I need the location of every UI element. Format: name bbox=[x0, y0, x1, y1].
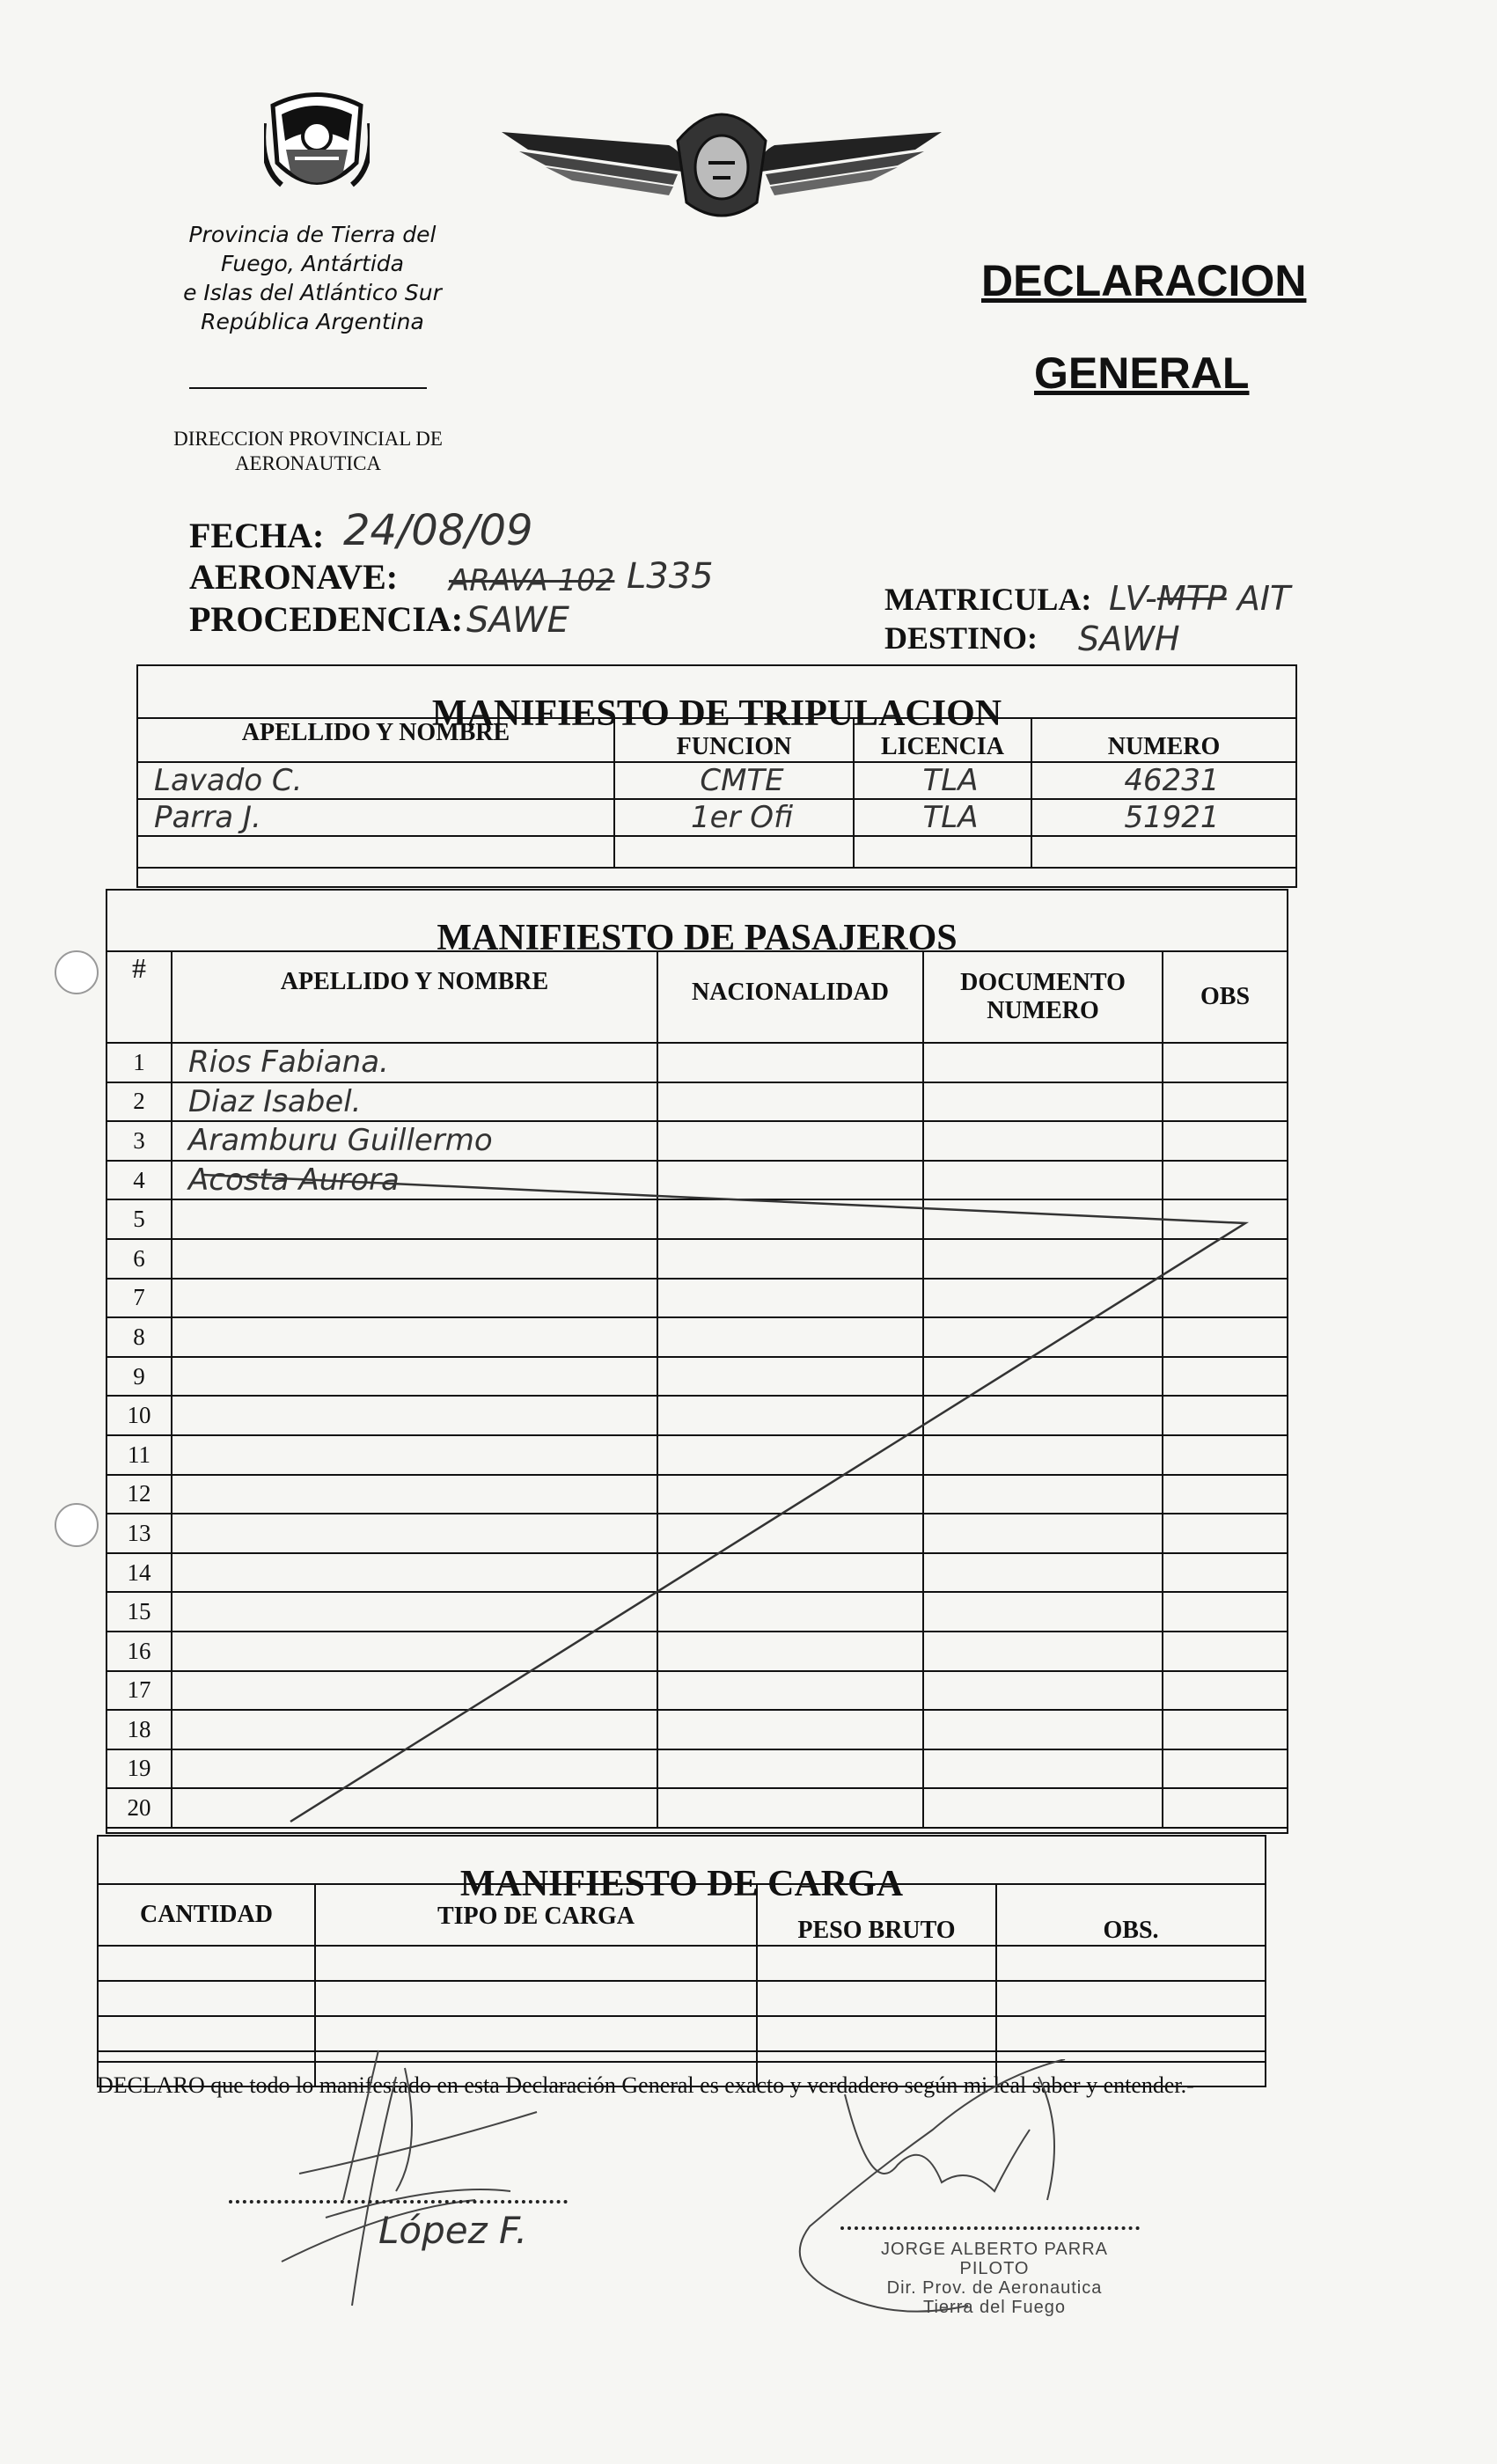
province-line: Provincia de Tierra del bbox=[188, 222, 437, 247]
crew-header-funcion: FUNCION bbox=[614, 718, 854, 762]
matricula-struck: MTP bbox=[1156, 579, 1227, 618]
pax-name: Aramburu Guillermo bbox=[172, 1121, 657, 1161]
pax-number: 2 bbox=[106, 1082, 172, 1122]
pax-name: Rios Fabiana. bbox=[172, 1043, 657, 1082]
pax-header-num: # bbox=[106, 951, 172, 1043]
matricula-label: MATRICULA: bbox=[884, 582, 1092, 617]
signature-line-left bbox=[229, 2200, 568, 2204]
pax-number: 8 bbox=[106, 1317, 172, 1357]
crew-name: Parra J. bbox=[137, 799, 614, 836]
crew-funcion: CMTE bbox=[614, 762, 854, 799]
crew-title: MANIFIESTO DE TRIPULACION bbox=[431, 693, 1002, 734]
pax-number: 19 bbox=[106, 1749, 172, 1789]
pax-name: Diaz Isabel. bbox=[172, 1082, 657, 1122]
pax-number: 4 bbox=[106, 1161, 172, 1200]
destino-value: SAWH bbox=[1078, 620, 1180, 658]
pax-number: 9 bbox=[106, 1357, 172, 1397]
table-row bbox=[98, 1946, 1266, 1981]
cargo-header-obs: OBS. bbox=[996, 1884, 1266, 1946]
cargo-header-peso: PESO BRUTO bbox=[757, 1884, 996, 1946]
pax-name: Acosta Aurora bbox=[172, 1161, 657, 1200]
stamp-line: PILOTO bbox=[959, 2259, 1030, 2278]
cargo-header-cantidad: CANTIDAD bbox=[98, 1884, 315, 1946]
matricula-prefix: LV- bbox=[1109, 579, 1157, 618]
aeronave-value: L335 bbox=[627, 556, 714, 597]
binder-hole bbox=[55, 1503, 99, 1547]
pax-number: 10 bbox=[106, 1396, 172, 1435]
stamp-line: Tierra del Fuego bbox=[923, 2298, 1066, 2317]
direction-line: DIRECCION PROVINCIAL DE bbox=[173, 428, 443, 450]
province-line: República Argentina bbox=[201, 309, 424, 334]
declaration-text: DECLARO que todo lo manifestado en esta Declaración General es exacto y verdadero según mi leal saber y entender.- bbox=[97, 2072, 1194, 2098]
pax-header-name: APELLIDO Y NOMBRE bbox=[172, 951, 657, 1043]
destino-label: DESTINO: bbox=[884, 620, 1038, 656]
direction-line: AERONAUTICA bbox=[234, 452, 382, 474]
pax-header-nacionalidad: NACIONALIDAD bbox=[657, 951, 923, 1043]
crew-header-numero: NUMERO bbox=[1031, 718, 1296, 762]
pax-number: 3 bbox=[106, 1121, 172, 1161]
fecha-label: FECHA: bbox=[189, 516, 325, 555]
pax-number: 13 bbox=[106, 1514, 172, 1553]
pax-number: 11 bbox=[106, 1435, 172, 1475]
aeronave-struck-value: ARAVA 102 bbox=[449, 563, 615, 598]
cargo-title: MANIFIESTO DE CARGA bbox=[459, 1864, 904, 1904]
pax-number: 6 bbox=[106, 1239, 172, 1279]
pax-number: 14 bbox=[106, 1553, 172, 1593]
crew-header-licencia: LICENCIA bbox=[854, 718, 1031, 762]
official-stamp bbox=[836, 2240, 1153, 2317]
pax-number: 12 bbox=[106, 1475, 172, 1514]
pax-number: 17 bbox=[106, 1671, 172, 1711]
binder-hole bbox=[55, 950, 99, 994]
province-line: e Islas del Atlántico Sur bbox=[183, 280, 442, 305]
crew-numero: 46231 bbox=[1031, 762, 1296, 799]
crew-licencia: TLA bbox=[854, 762, 1031, 799]
pax-number: 1 bbox=[106, 1043, 172, 1082]
province-line: Fuego, Antártida bbox=[221, 251, 404, 276]
cargo-header-tipo: TIPO DE CARGA bbox=[315, 1884, 757, 1946]
title-declaracion: DECLARACION bbox=[981, 256, 1307, 305]
pax-number: 5 bbox=[106, 1199, 172, 1239]
signature-left bbox=[246, 2042, 581, 2332]
procedencia-label: PROCEDENCIA: bbox=[189, 599, 464, 639]
pax-number: 7 bbox=[106, 1279, 172, 1318]
crew-header-name: APELLIDO Y NOMBRE bbox=[137, 718, 614, 762]
pax-number: 15 bbox=[106, 1592, 172, 1632]
procedencia-value: SAWE bbox=[466, 600, 569, 641]
pax-header-documento: DOCUMENTO NUMERO bbox=[923, 951, 1163, 1043]
passenger-title: MANIFIESTO DE PASAJEROS bbox=[437, 918, 958, 958]
table-row bbox=[98, 1981, 1266, 2016]
fecha-value: 24/08/09 bbox=[343, 506, 533, 555]
crew-funcion: 1er Ofi bbox=[614, 799, 854, 836]
pax-number: 16 bbox=[106, 1632, 172, 1671]
pax-number: 18 bbox=[106, 1710, 172, 1749]
crew-licencia: TLA bbox=[854, 799, 1031, 836]
stamp-line: Dir. Prov. de Aeronautica bbox=[886, 2278, 1103, 2298]
crew-numero: 51921 bbox=[1031, 799, 1296, 836]
crew-name: Lavado C. bbox=[137, 762, 614, 799]
stamp-line: JORGE ALBERTO PARRA bbox=[881, 2240, 1108, 2259]
matricula-corrected: AIT bbox=[1236, 579, 1291, 618]
pax-number: 20 bbox=[106, 1788, 172, 1828]
aeronave-label: AERONAVE: bbox=[189, 557, 399, 597]
signature-left-name: López F. bbox=[378, 2209, 528, 2252]
pax-header-obs: OBS bbox=[1163, 951, 1288, 1043]
signature-line-right bbox=[840, 2226, 1140, 2230]
title-general: GENERAL bbox=[1034, 348, 1250, 398]
